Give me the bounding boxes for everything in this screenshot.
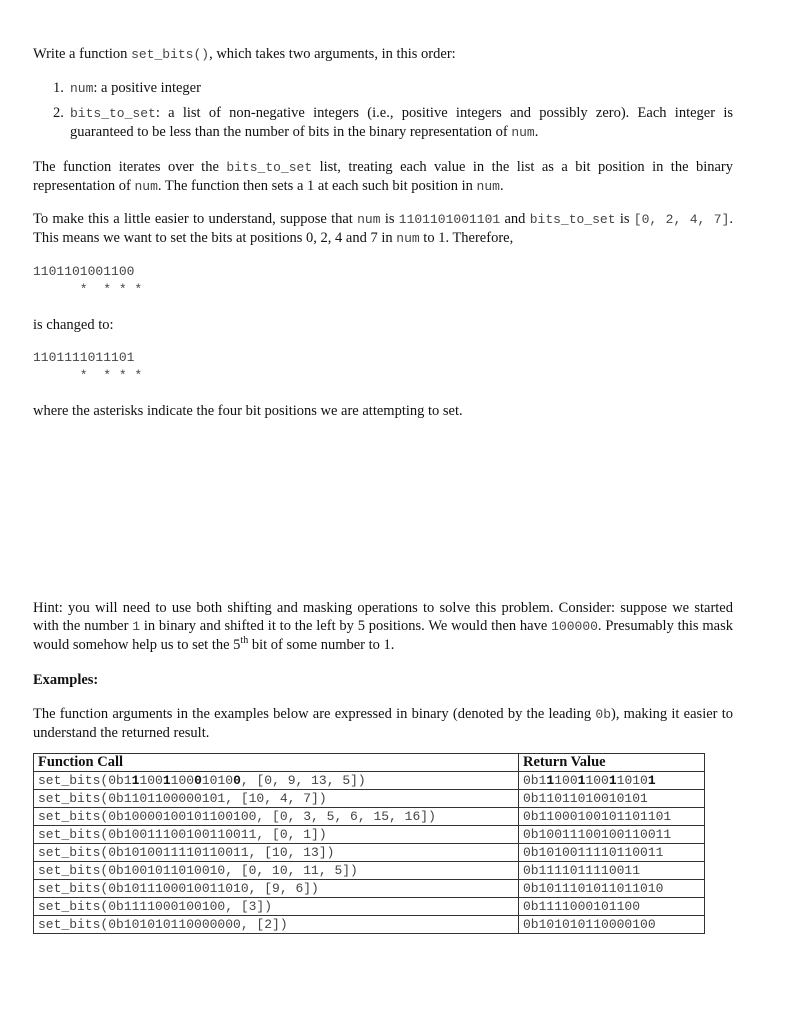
function-call-cell: set_bits(0b1101100000101, [10, 4, 7]) <box>34 790 519 808</box>
inline-code: 100000 <box>551 619 598 634</box>
return-value-cell: 0b1111011110011 <box>519 862 705 880</box>
text: is changed to: <box>33 317 114 333</box>
text: . <box>534 124 539 140</box>
function-call-cell: set_bits(0b1001011010010, [0, 10, 11, 5]) <box>34 862 519 880</box>
function-call-cell: set_bits(0b10000100101100100, [0, 3, 5, 6, 15, 16]) <box>34 808 519 826</box>
table-row <box>34 808 705 826</box>
text: 100 <box>170 773 195 788</box>
text: ), making it easier to understand the returned result. <box>33 706 733 741</box>
text: set_bits(0b1 <box>38 773 132 788</box>
return-value-cell <box>519 772 705 790</box>
return-value-cell: 0b1111000101100 <box>519 898 705 916</box>
argument-list <box>33 79 733 148</box>
inline-code: 1 <box>132 619 141 634</box>
arg-name: bits_to_set <box>70 106 156 121</box>
header-function-call: Function Call <box>34 754 519 772</box>
function-call-cell: set_bits(0b10011100100110011, [0, 1]) <box>34 826 519 844</box>
highlighted-bit: 1 <box>577 773 586 788</box>
highlighted-bit: 1 <box>647 773 656 788</box>
arg-desc: : a list of non-negative integers (i.e., positive integers and possibly zero). Each integer is guaranteed to be less than the number of bits in the binary representation of <box>70 105 733 140</box>
examples-table <box>33 753 705 934</box>
text: The function arguments in the examples below are expressed in binary (denoted by the leading <box>33 706 596 722</box>
highlighted-bit: 1 <box>162 773 171 788</box>
text: Hint: you will need to use both shifting and masking operations to solve this problem. Consider: suppose we started with the number <box>33 600 733 634</box>
text: . The function then sets a 1 at each such bit position in <box>157 178 477 194</box>
table-row <box>34 898 705 916</box>
inline-code: [0, 2, 4, 7] <box>633 212 730 227</box>
inline-code: 1101101001101 <box>398 212 501 227</box>
list-number: 2. <box>53 105 64 121</box>
table-row <box>34 862 705 880</box>
table-row <box>34 790 705 808</box>
arg-name: num <box>70 81 94 96</box>
inline-code: num <box>134 179 158 194</box>
inline-code: num <box>476 179 500 194</box>
text: 0b1 <box>523 773 547 788</box>
return-value-cell: 0b10011100100110011 <box>519 826 705 844</box>
table-row <box>34 916 705 934</box>
text: To make this a little easier to understand, suppose that <box>33 211 358 227</box>
return-value-cell: 0b1010011110110011 <box>519 844 705 862</box>
function-call-cell <box>34 772 519 790</box>
inline-code: bits_to_set <box>226 160 313 175</box>
text: in binary and shifted it to the left by 5 positions. We would then have <box>140 618 552 634</box>
table-header-row <box>34 754 705 772</box>
text: . Presumably this mask would somehow help us to set the 5 <box>33 618 733 653</box>
intro-text: , which takes two arguments, in this order: <box>209 46 456 62</box>
code: num <box>511 125 535 140</box>
text: is <box>615 211 634 227</box>
intro-text: Write a function <box>33 46 132 62</box>
text: list, treating each value in the list as a bit position in the binary representation of <box>33 159 733 194</box>
text: The function iterates over the <box>33 159 227 175</box>
table-row <box>34 826 705 844</box>
table-row <box>34 880 705 898</box>
text: Examples: <box>33 672 99 688</box>
inline-code: num <box>357 212 381 227</box>
code-block: 1101101001100 * * * * <box>33 264 143 297</box>
inline-code: num <box>396 231 420 246</box>
examples-heading <box>33 671 733 689</box>
highlighted-bit: 1 <box>546 773 555 788</box>
example-after <box>33 349 733 385</box>
changed-to-label <box>33 316 733 334</box>
arg-desc: : a positive integer <box>93 80 201 96</box>
function-call-cell: set_bits(0b1011100010011010, [9, 6]) <box>34 880 519 898</box>
example-before <box>33 263 733 299</box>
inline-code: bits_to_set <box>529 212 616 227</box>
function-name: set_bits() <box>131 47 210 62</box>
text: is <box>380 211 399 227</box>
hint-paragraph <box>33 599 733 654</box>
text: . <box>499 178 504 194</box>
text: , [0, 9, 13, 5]) <box>240 773 366 788</box>
list-number: 1. <box>53 80 64 96</box>
highlighted-bit: 0 <box>194 773 202 788</box>
list-item <box>33 79 733 98</box>
table-row <box>34 772 705 790</box>
function-call-cell: set_bits(0b1111000100100, [3]) <box>34 898 519 916</box>
intro <box>33 45 733 64</box>
function-call-cell: set_bits(0b101010110000000, [2]) <box>34 916 519 934</box>
return-value-cell: 0b101010110000100 <box>519 916 705 934</box>
text: 1010 <box>616 773 648 788</box>
return-value-cell: 0b1011101011011010 <box>519 880 705 898</box>
text: 100 <box>139 773 163 788</box>
text: th <box>240 635 249 647</box>
text: 100 <box>585 773 609 788</box>
text: bit of some number to 1. <box>248 637 395 653</box>
text: and <box>500 211 530 227</box>
text: to 1. Therefore, <box>419 230 514 246</box>
text: where the asterisks indicate the four bit positions we are attempting to set. <box>33 403 463 419</box>
highlighted-bit: 1 <box>608 773 617 788</box>
return-value-cell: 0b11011010010101 <box>519 790 705 808</box>
paragraph-description <box>33 158 733 196</box>
code-block: 1101111011101 * * * * <box>33 350 143 383</box>
examples-note <box>33 705 733 742</box>
table-row <box>34 844 705 862</box>
inline-code: 0b <box>595 707 611 722</box>
header-return-value: Return Value <box>519 754 705 772</box>
highlighted-bit: 0 <box>233 773 241 788</box>
highlighted-bit: 1 <box>131 773 140 788</box>
paragraph-example <box>33 210 733 248</box>
function-call-cell: set_bits(0b1010011110110011, [10, 13]) <box>34 844 519 862</box>
asterisk-note <box>33 402 733 420</box>
text: 100 <box>554 773 578 788</box>
text: . This means we want to set the bits at positions 0, 2, 4 and 7 in <box>33 211 734 246</box>
list-item <box>33 104 733 142</box>
return-value-cell: 0b11000100101101101 <box>519 808 705 826</box>
text: 1010 <box>201 773 234 788</box>
